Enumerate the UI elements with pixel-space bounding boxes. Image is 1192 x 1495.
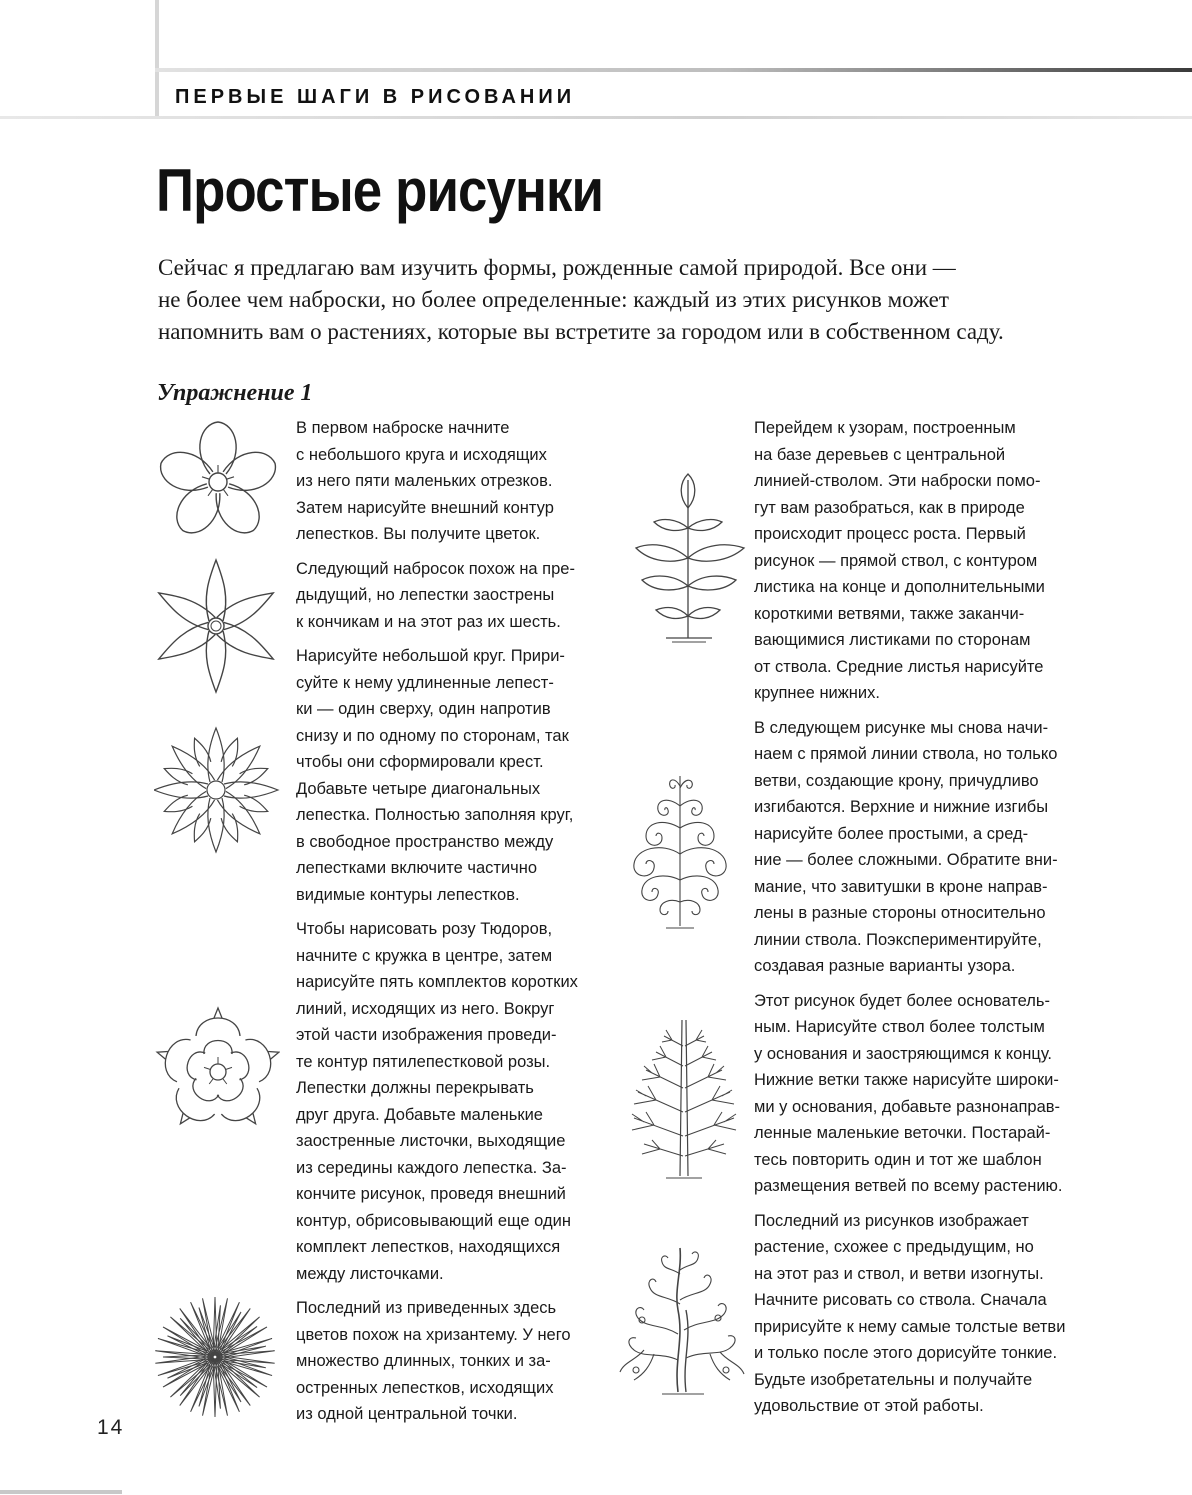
chrysanthemum-drawing <box>150 1294 280 1420</box>
five-petal-flower-drawing <box>156 418 280 546</box>
tudor-rose-drawing <box>154 1006 280 1140</box>
six-petal-flower-drawing <box>156 556 280 702</box>
exercise-heading: Упражнение 1 <box>157 380 313 406</box>
footer-rule <box>0 1490 122 1494</box>
layered-flower-drawing <box>154 724 280 856</box>
swirl-tree-drawing <box>624 766 736 936</box>
page-title: Простые рисунки <box>156 157 604 224</box>
paragraph-curved-tree: Последний из рисунков изображает растение, схожее с предыдущим, но на этот раз и ствол, и ветви изогнуты. Начните рисовать со ствола. Сначала пририсуйте к нему самые толстые ветви и только после этого дорисуйте тонкие. Будьте изобретательны и получайте удовольствие от этой работы. <box>754 1211 1066 1415</box>
header-bottom-rule <box>0 116 1192 119</box>
leafy-plant-drawing <box>632 470 748 646</box>
paragraph-tudor-rose: Чтобы нарисовать розу Тюдоров, начните с кружка в центре, затем нарисуйте пять комплектов коротких линий, исходящих из него. Вокруг этой части изображения проведи- те контур пятилепестковой розы. Лепестки должны перекрывать друг друга. Добавьте маленькие заостренные листочки, выходящие из середины каждого лепестка. За- кончите рисунок, проведя внешний контур, обрисовывающий еще один комплект лепестков, находящихся между листочками. <box>296 920 578 1283</box>
intro-line: напомнить вам о растениях, которые вы встретите за городом или в собственном саду. <box>158 319 1004 344</box>
running-header: ПЕРВЫЕ ШАГИ В РИСОВАНИИ <box>175 86 576 108</box>
intro-line: Сейчас я предлагаю вам изучить формы, рожденные самой природой. Все они — <box>158 255 956 280</box>
paragraph-chrysanthemum: Последний из приведенных здесь цветов похож на хризантему. У него множество длинных, тонких и за- остренных лепестков, исходящих из одной центральной точки. <box>296 1299 571 1423</box>
paragraph-layered-flower: Нарисуйте небольшой круг. Прири- суйте к нему удлиненные лепест- ки — один сверху, один напротив снизу и по одному по сторонам, так чтобы они сформировали крест. Добавьте четыре диагональных лепестка. Полностью заполняя круг, в свободное пространство между лепестками включите частично видимые контуры лепестков. <box>296 647 574 904</box>
left-column <box>296 415 626 1436</box>
header-vertical-rule <box>155 0 159 118</box>
paragraph-five-petal-flower: В первом наброске начните с небольшого круга и исходящих из него пяти маленьких отрезков. Затем нарисуйте внешний контур лепестков. Вы получите цветок. <box>296 419 554 543</box>
header-top-rule <box>155 68 1192 72</box>
page-number: 14 <box>97 1416 125 1439</box>
right-column <box>754 415 1104 1428</box>
branchy-tree-drawing <box>626 1016 744 1186</box>
paragraph-branchy-tree: Этот рисунок будет более основатель- ным. Нарисуйте ствол более толстым у основания и заостряющимся к концу. Нижние ветки также нарисуйте широки- ми у основания, добавьте разнонаправ- ленные маленькие веточки. Постарай- тесь повторить один и тот же шаблон размещения ветвей по всему растению. <box>754 991 1063 1195</box>
paragraph-six-petal-flower: Следующий набросок похож на пре- дыдущий, но лепестки заострены к кончикам и на этот раз их шесть. <box>296 559 575 631</box>
intro-paragraph <box>158 252 1118 348</box>
curved-tree-drawing <box>614 1240 750 1400</box>
paragraph-leafy-plant: Перейдем к узорам, построенным на базе деревьев с центральной линией-стволом. Эти наброски помо- гут вам разобраться, как в природе происходит процесс роста. Первый рисунок — прямой ствол, с контуром листика на конце и дополнительными короткими ветвями, также заканчи- вающимися листиками по сторонам от ствола. Средние листья нарисуйте крупнее нижних. <box>754 419 1045 702</box>
intro-line: не более чем наброски, но более определенные: каждый из этих рисунков может <box>158 287 949 312</box>
paragraph-swirl-tree: В следующем рисунке мы снова начи- наем с прямой линии ствола, но только ветви, создающие крону, причудливо изгибаются. Верхние и нижние изгибы нарисуйте более простыми, а сред- ние — более сложными. Обратите вни- мание, что завитушки в кроне направ- лены в разные стороны относительно линии ствола. Поэкспериментируйте, создавая разные варианты узора. <box>754 718 1058 975</box>
